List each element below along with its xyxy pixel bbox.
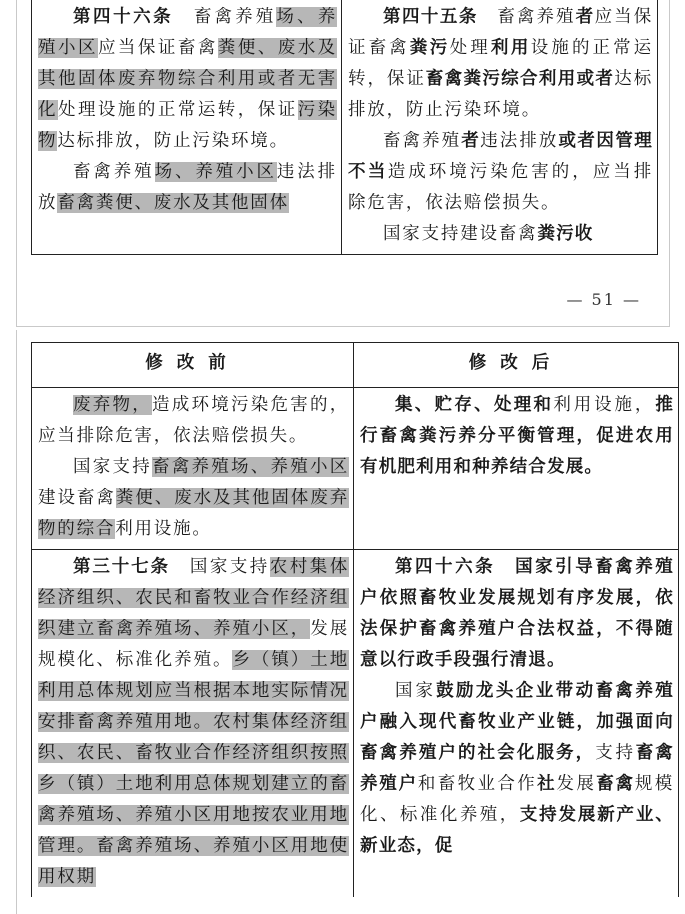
text-run: 利用设施， xyxy=(553,395,656,415)
text-run: 发展规模化、标准化养殖。 xyxy=(38,619,349,670)
page-52 xyxy=(16,330,685,914)
text-run: 达标排放，防止污染环境。 xyxy=(348,69,654,120)
highlighted-text: 场、 xyxy=(276,7,318,27)
bold-text: 利用 xyxy=(490,38,531,58)
paragraph xyxy=(38,552,349,893)
text-run: 应当保证畜禽 xyxy=(97,38,218,58)
bold-text: 畜禽 xyxy=(596,774,635,794)
text-run: 国家支持建设畜禽 xyxy=(383,224,538,244)
page-number: — 51 — xyxy=(566,290,641,309)
bold-text: 第四十六条 xyxy=(73,7,174,27)
highlighted-text: 乡（镇）土地利用总体规划应当根据本地实际情况安排畜禽养殖用地。农村集体经济组织、农民、畜牧业合作经济组织按照乡（镇）土地利用总体规划建立的畜禽养殖场、养殖小区用地按农业用地管理。畜禽养殖场、养殖小区用地使用权期 xyxy=(38,650,349,887)
highlighted-text: 粪便、废水及其他固体废弃物综合利用或者无害化 xyxy=(38,38,337,120)
table-row xyxy=(32,550,679,898)
text-run: 处理 xyxy=(449,38,491,58)
bold-text: 畜禽粪污综合利用或者 xyxy=(425,69,615,89)
bold-text: 第三十七条 xyxy=(73,557,170,577)
paragraph xyxy=(360,552,674,676)
bold-text: 或者因管理不当 xyxy=(348,131,654,182)
text-run: 国家支持 xyxy=(73,457,152,477)
table-row xyxy=(32,388,679,550)
before-cell xyxy=(32,0,342,255)
text-run: 国家支持 xyxy=(169,557,270,577)
bold-text: 者 xyxy=(575,7,595,27)
text-run: 造成环境污染危害的，应当排除危害，依法赔偿损失。 xyxy=(348,162,653,213)
comparison-table xyxy=(31,342,679,897)
text-run: 发展 xyxy=(556,774,597,794)
paragraph xyxy=(348,126,653,219)
text-run: 建设畜禽 xyxy=(38,488,116,508)
paragraph xyxy=(38,2,337,157)
highlighted-text: 农村集体经济组织、农民和 xyxy=(38,557,350,608)
bold-text: 社 xyxy=(537,774,557,794)
bold-text: 支持发展新产业、新业态，促 xyxy=(360,805,674,856)
text-run: 畜禽养殖 xyxy=(73,162,155,182)
header-before: 修改前 xyxy=(32,343,354,388)
after-cell xyxy=(342,0,658,255)
text-run: 达标排放，防止污染环境。 xyxy=(57,131,289,151)
paragraph xyxy=(38,390,349,452)
text-run: 利用设施。 xyxy=(115,519,212,539)
before-cell xyxy=(32,550,354,898)
text-run: 畜禽养殖 xyxy=(477,7,576,27)
bold-text: 鼓励龙头企业带动畜禽养殖户融入现代畜牧业产业链，加强面向畜禽养殖户的社会化服务， xyxy=(360,681,674,763)
highlighted-text: 畜禽粪便、废水及其他固体 xyxy=(57,193,289,213)
paragraph xyxy=(348,2,653,126)
highlighted-text: 畜禽养殖场、养殖小区 xyxy=(151,457,349,477)
table-row xyxy=(32,0,658,255)
highlighted-text: 污染物 xyxy=(38,100,337,151)
text-run: 应当保证畜禽 xyxy=(348,7,654,58)
highlighted-text: 粪便、废水及其他固体废弃物的综合 xyxy=(38,488,349,539)
paragraph xyxy=(360,390,674,483)
bold-text: 第四十六条 国家引导畜禽养殖户依照畜牧业发展规划有序发展，依法保护畜禽养殖户合法权益，不得随意以行政手段强行清退。 xyxy=(360,557,674,670)
bold-text: 集、贮存、处理 xyxy=(395,395,534,415)
text-run: 处理设施的正常运转，保证 xyxy=(57,100,298,120)
bold-text: 粪污 xyxy=(409,38,450,58)
after-cell xyxy=(354,550,679,898)
text-run: 和 xyxy=(417,774,438,794)
after-cell xyxy=(354,388,679,550)
bold-text: 畜禽养殖户 xyxy=(360,743,674,794)
text-run: 畜牧业合作 xyxy=(437,774,538,794)
bold-text: 者 xyxy=(461,131,481,151)
bold-text: 推行畜禽粪污养分平衡管理，促进农用有机肥利用和种养结合发展。 xyxy=(360,395,675,477)
paragraph xyxy=(38,157,337,219)
comparison-table-continued xyxy=(31,0,658,255)
text-run: 造成环境污染危害的，应当排除危害，依法赔偿损失。 xyxy=(38,395,349,446)
text-run: 畜禽养殖 xyxy=(383,131,462,151)
text-run: 国家 xyxy=(395,681,437,701)
highlighted-text: 畜牧业合作经济组织建立畜禽养殖场、养殖小区， xyxy=(38,588,349,639)
header-after: 修改后 xyxy=(354,343,679,388)
text-run: 设施的正常运转，保证 xyxy=(348,38,653,89)
highlighted-text: 养殖小区 xyxy=(38,7,337,58)
highlighted-text: 场、养殖小区 xyxy=(154,162,277,182)
text-run: 违法排放 xyxy=(480,131,559,151)
paragraph xyxy=(360,676,674,862)
highlighted-text: 废弃物， xyxy=(73,395,152,415)
table-header-row xyxy=(32,343,679,388)
before-cell xyxy=(32,388,354,550)
bold-text: 粪污收 xyxy=(537,224,594,244)
bold-text: 第四十五条 xyxy=(383,7,478,27)
text-run: 畜禽养殖 xyxy=(173,7,277,27)
text-run: 违法排放 xyxy=(38,162,337,213)
page-51 xyxy=(16,0,670,327)
text-run: 规模化、标准化养殖， xyxy=(360,774,675,825)
bold-text: 和 xyxy=(533,395,554,415)
paragraph xyxy=(38,452,349,545)
paragraph xyxy=(348,219,653,250)
text-run: 支持 xyxy=(595,743,636,763)
